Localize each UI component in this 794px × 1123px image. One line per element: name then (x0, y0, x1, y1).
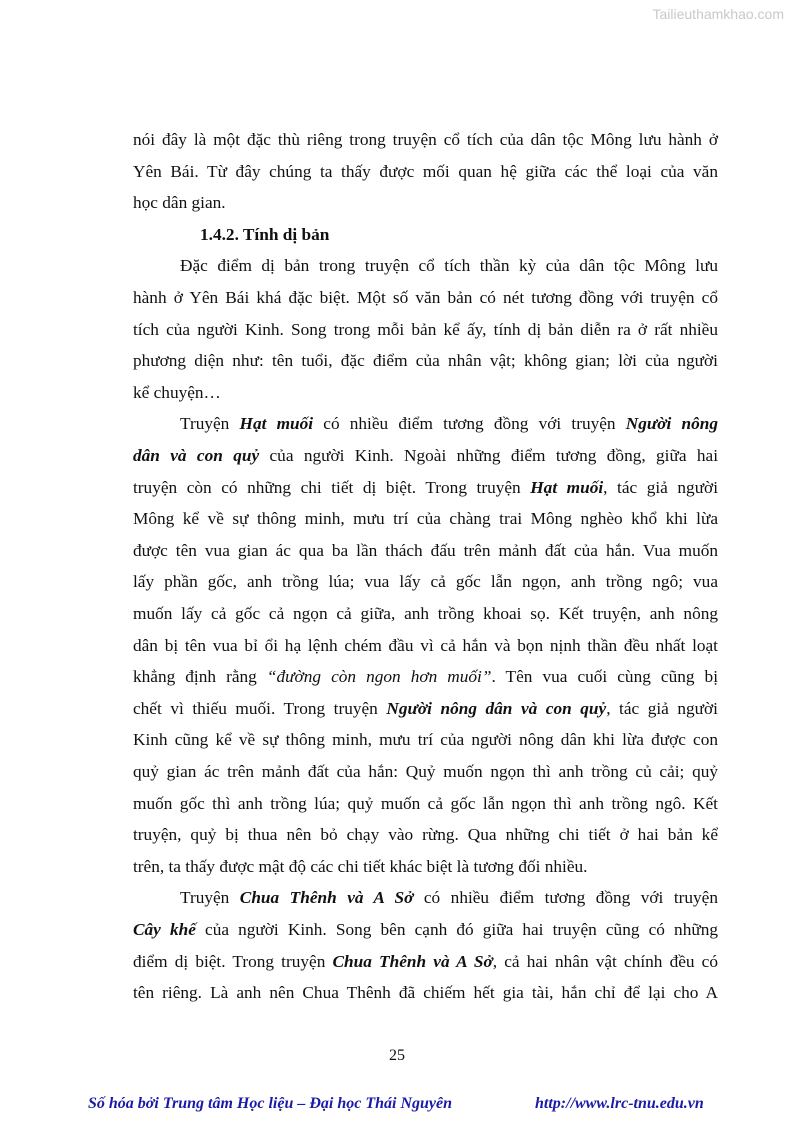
text-line (133, 319, 718, 341)
text-line (133, 982, 718, 1004)
text-run: Truyện (180, 888, 240, 908)
text-run: Đặc điểm dị bản trong truyện cổ tích thần kỳ của dân tộc Mông lưu (180, 256, 718, 276)
text-line (133, 287, 718, 309)
text-line (180, 887, 718, 909)
text-line (133, 698, 718, 720)
text-run: học dân gian. (133, 193, 226, 213)
text-run: chết vì thiếu muối. Trong truyện (133, 698, 387, 718)
text-run: Yên Bái. Từ đây chúng ta thấy được mối quan hệ giữa các thể loại của văn (133, 161, 718, 181)
text-run: tên riêng. Là anh nên Chua Thênh đã chiếm hết gia tài, hắn chỉ để lại cho A (133, 983, 718, 1003)
story-title: dân và con quỷ (133, 446, 260, 465)
text-line (133, 824, 718, 846)
text-run: có nhiều điểm tương đồng với truyện (413, 888, 718, 908)
text-run: muốn lấy cả gốc cả ngọn cả giữa, anh trồng khoai sọ. Kết truyện, anh nông (133, 604, 718, 623)
story-title: Người nông (625, 414, 719, 434)
text-run: khẳng định rằng (133, 667, 267, 687)
text-run: , tác giả người (603, 477, 719, 497)
text-run: phương diện như: tên tuổi, đặc điểm của nhân vật; không gian; lời của người (133, 351, 718, 371)
story-title: Hạt muối (239, 414, 314, 434)
text-line (133, 919, 718, 941)
text-line (133, 603, 718, 625)
text-run: có nhiều điểm tương đồng với truyện (313, 414, 626, 434)
text-line (133, 161, 718, 183)
text-run: Truyện (180, 414, 240, 434)
text-run: Mông kể về sự thông minh, mưu trí của chàng trai Mông nghèo khổ khi lừa (133, 509, 718, 529)
text-line (133, 129, 718, 151)
text-run: 1.4.2. Tính dị bản (200, 224, 330, 244)
text-run: điểm dị biệt. Trong truyện (133, 951, 333, 971)
text-line (133, 192, 718, 214)
text-run: của người Kinh. Song bên cạnh đó giữa hai truyện cũng có những (195, 920, 718, 939)
text-line (180, 255, 718, 277)
text-line (133, 477, 718, 499)
text-line (133, 382, 718, 404)
text-line (133, 856, 718, 878)
text-run: quỷ gian ác trên mảnh đất của hắn: Quỷ muốn ngọn thì anh trồng củ cải; quỷ (133, 762, 718, 781)
text-run: trên, ta thấy được mật độ các chi tiết khác biệt là tương đối nhiều. (133, 856, 588, 876)
story-title: Hạt muối (530, 477, 604, 497)
text-run: hành ở Yên Bái khá đặc biệt. Một số văn bản có nét tương đồng với truyện cổ (133, 288, 718, 307)
text-line (133, 793, 718, 815)
text-run: Kinh cũng kể về sự thông minh, mưu trí của người nông dân khi lừa được con (133, 730, 718, 750)
text-line (133, 445, 718, 467)
text-run: truyện còn có những chi tiết dị biệt. Trong truyện (133, 477, 531, 497)
story-title: Cây khế (133, 920, 196, 939)
text-line (133, 571, 718, 593)
text-run: nói đây là một đặc thù riêng trong truyện cổ tích của dân tộc Mông lưu hành ở (133, 130, 718, 149)
text-line (133, 350, 718, 372)
text-run: , cả hai nhân vật chính đều có (492, 951, 718, 971)
footer-url[interactable]: http://www.lrc-tnu.edu.vn (535, 1095, 704, 1112)
text-run: kể chuyện… (133, 382, 221, 402)
text-run: dân bị tên vua bỉ ổi hạ lệnh chém đầu vì cả hắn và bọn nịnh thần đều nhất loạt (133, 635, 718, 655)
footer-credit: Số hóa bởi Trung tâm Học liệu – Đại học Thái Nguyên (88, 1095, 453, 1112)
text-line (133, 729, 718, 751)
text-run: được tên vua gian ác qua ba lần thách đấu trên mảnh đất của hắn. Vua muốn (133, 540, 718, 560)
text-run: tích của người Kinh. Song trong mỗi bản kể ấy, tính dị bản diễn ra ở rất nhiều (133, 319, 718, 339)
text-run: của người Kinh. Ngoài những điểm tương đồng, giữa hai (259, 446, 718, 465)
text-run: . Tên vua cuối cùng cũng bị (491, 667, 719, 687)
text-run: truyện, quỷ bị thua nên bỏ chạy vào rừng. Qua những chi tiết ở hai bản kể (133, 825, 718, 845)
story-title: Chua Thênh và A Sở (332, 951, 493, 971)
text-line (180, 413, 718, 435)
text-run: lấy phần gốc, anh trồng lúa; vua lấy cả gốc lẫn ngọn, anh trồng ngô; vua (133, 572, 718, 592)
text-line (133, 635, 718, 657)
text-line (133, 761, 718, 783)
quote: “đường còn ngon hơn muối” (266, 667, 492, 687)
text-run: muốn gốc thì anh trồng lúa; quỷ muốn cả gốc lẫn ngọn thì anh trồng ngô. Kết (133, 793, 718, 813)
section-heading (200, 224, 600, 246)
text-line (133, 666, 718, 688)
story-title: Chua Thênh và A Sở (239, 888, 414, 908)
text-run: , tác giả người (606, 698, 718, 718)
watermark: Tailieuthamkhao.com (652, 6, 784, 22)
text-line (133, 508, 718, 530)
page-number: 25 (389, 1047, 405, 1064)
text-line (133, 540, 718, 562)
text-line (133, 951, 718, 973)
story-title: Người nông dân và con quỷ (386, 698, 607, 718)
